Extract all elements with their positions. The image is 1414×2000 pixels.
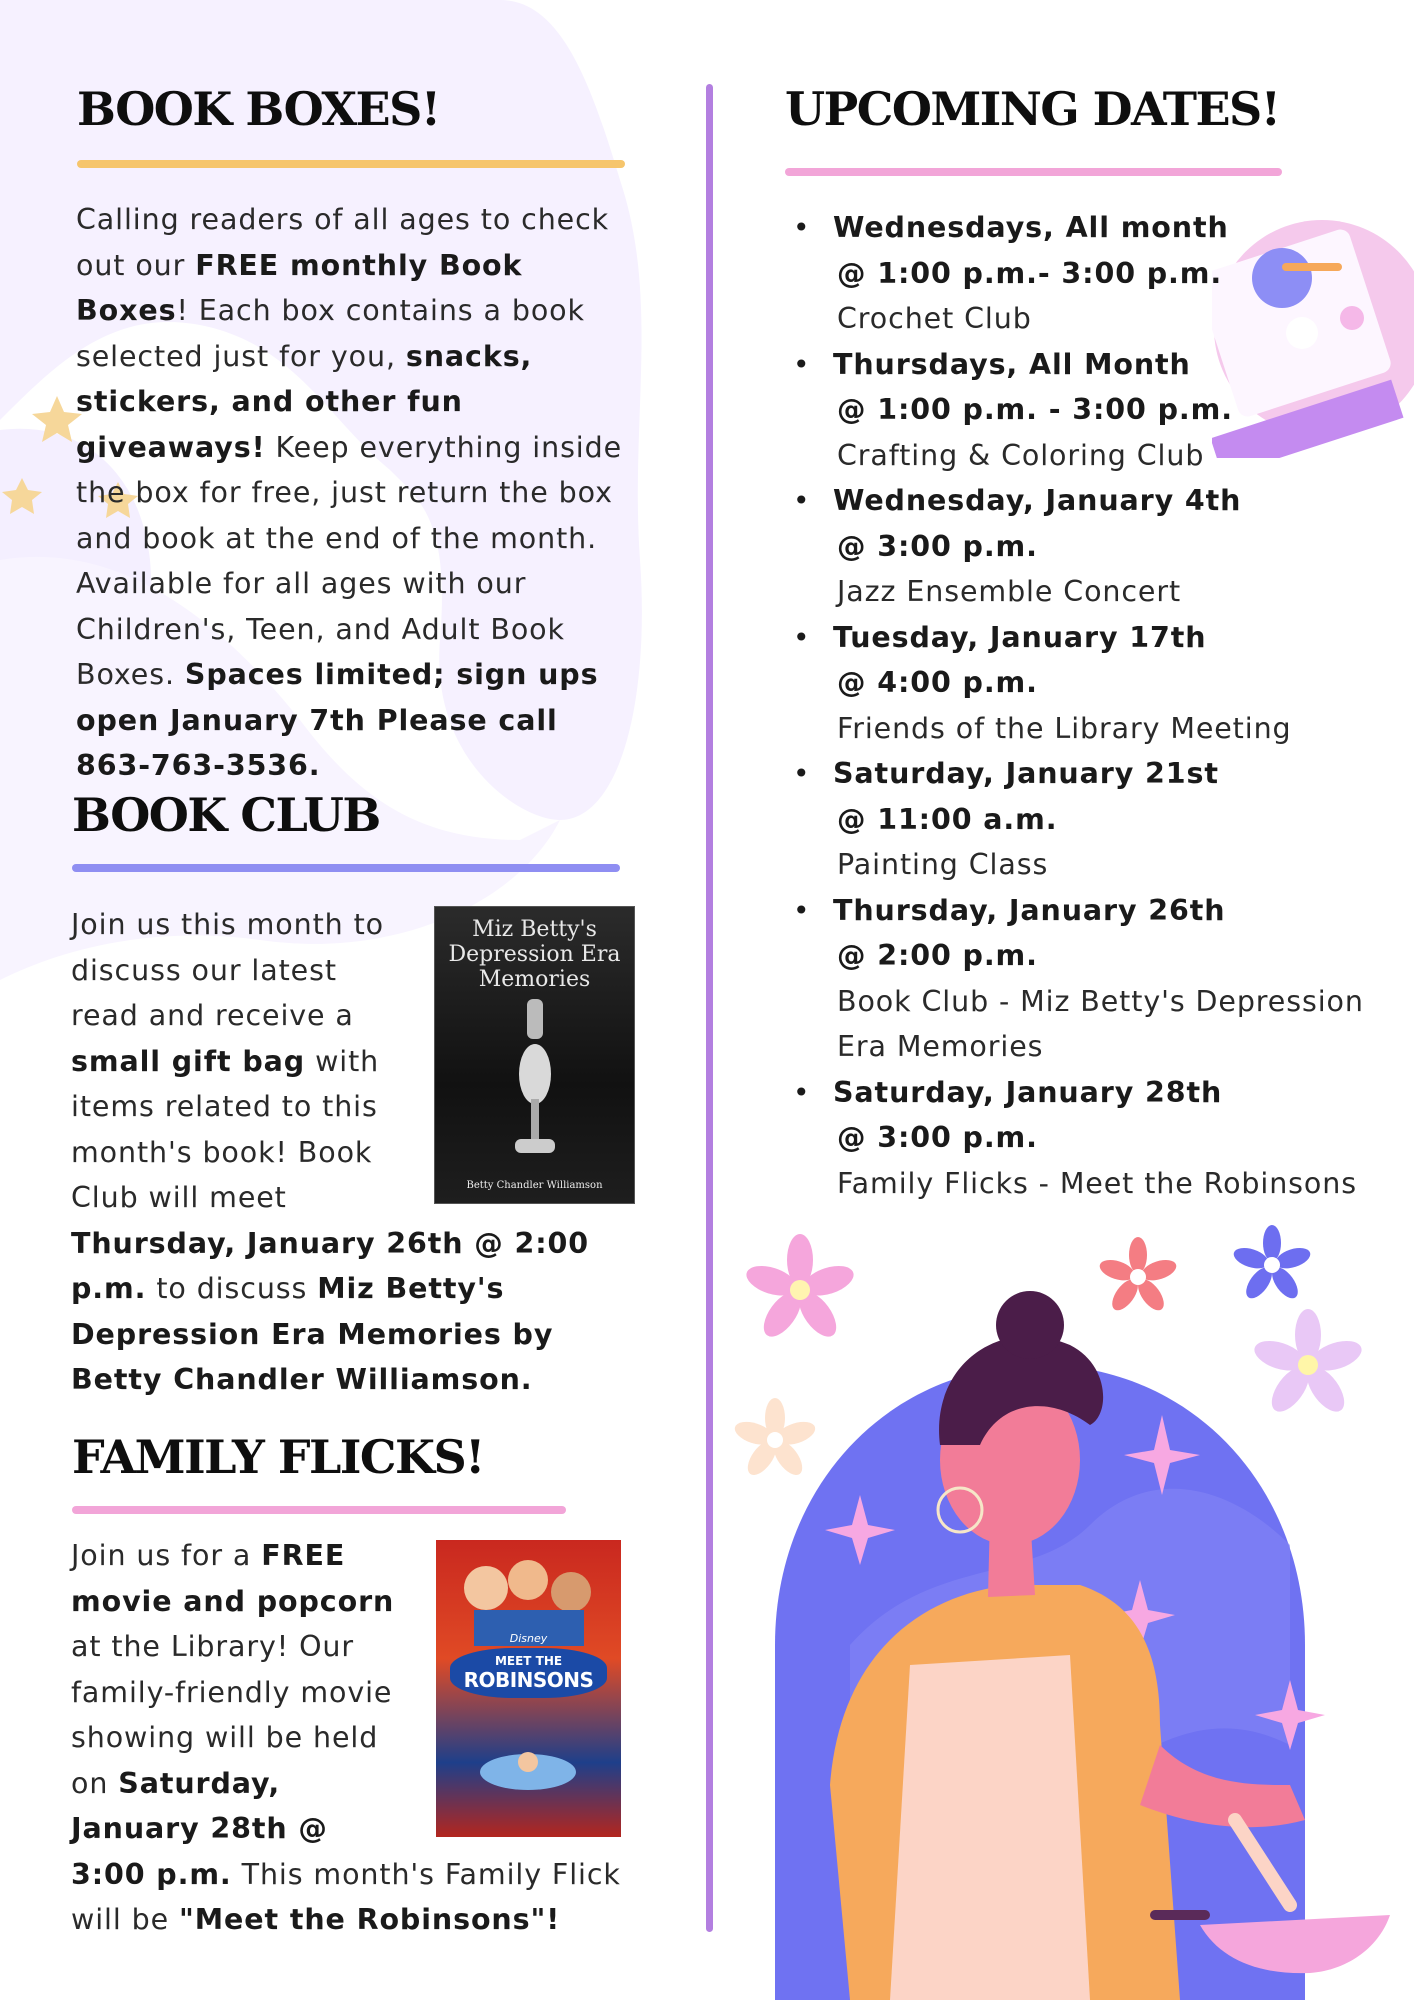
float-spacer xyxy=(411,1533,631,1843)
cover-title-line: Miz Betty's xyxy=(472,917,597,942)
event-title: Crafting & Coloring Club xyxy=(837,438,1205,472)
text-bold: FREE monthly Book Boxes xyxy=(76,248,523,327)
book-boxes-title: BOOK BOXES! xyxy=(77,82,440,136)
poster-brand: Disney xyxy=(509,1632,548,1645)
text-bold: Spaces limited; sign ups open January 7th Please call 863-763-3536. xyxy=(76,658,599,782)
event-item xyxy=(785,478,1365,615)
text-span: at the Library! Our family-friendly movie showing will be held on xyxy=(71,1630,393,1800)
event-time: @ 1:00 p.m. - 3:00 p.m. xyxy=(837,393,1233,426)
event-item xyxy=(785,751,1365,888)
text-span: This month's Family Flick will be xyxy=(71,1857,621,1936)
text-bold: FREE movie and popcorn xyxy=(71,1539,395,1618)
event-time: @ 3:00 p.m. xyxy=(837,529,1038,563)
event-item xyxy=(785,342,1365,479)
event-item xyxy=(785,205,1365,342)
event-date: • Tuesday, January 17th xyxy=(833,620,1207,654)
text-bold: small gift bag xyxy=(71,1044,306,1078)
event-title: Family Flicks - Meet the Robinsons xyxy=(837,1166,1357,1200)
cover-title-line: Memories xyxy=(478,967,591,992)
event-item xyxy=(785,888,1365,1070)
event-time: @ 11:00 a.m. xyxy=(837,802,1058,836)
text-span: Join us this month to discuss our latest read and receive a xyxy=(71,908,384,1032)
event-time: @ 3:00 p.m. xyxy=(837,1121,1038,1154)
text-span: ! Each box contains a book selected just for you, xyxy=(76,294,585,373)
event-date: • Thursday, January 26th xyxy=(833,893,1226,927)
event-title: Crochet Club xyxy=(837,302,1032,335)
book-boxes-rule xyxy=(77,160,625,168)
event-time: @ 4:00 p.m. xyxy=(837,666,1038,699)
text-bold: Miz Betty's Depression Era Memories by Betty Chandler Williamson. xyxy=(71,1272,554,1396)
event-time: @ 2:00 p.m. xyxy=(837,939,1038,972)
event-item xyxy=(785,1070,1365,1207)
book-boxes-text xyxy=(76,197,636,789)
book-club-title: BOOK CLUB xyxy=(72,788,380,842)
family-flicks-rule xyxy=(72,1506,566,1514)
event-title: Painting Class xyxy=(837,848,1049,881)
event-time: @ 1:00 p.m.- 3:00 p.m. xyxy=(837,256,1223,290)
family-flicks-text xyxy=(71,1533,631,1943)
event-date: • Wednesday, January 4th xyxy=(833,484,1242,517)
text-span: with items related to this month's book! Book Club will meet xyxy=(71,1044,380,1214)
cover-title-line: Depression Era xyxy=(448,942,621,967)
event-date: • Saturday, January 21st xyxy=(833,757,1219,790)
poster-line: ROBINSONS xyxy=(463,1668,594,1692)
float-spacer xyxy=(411,902,631,1202)
upcoming-dates-rule xyxy=(785,168,1282,176)
text-span: Keep everything inside the box for free, just return the box and book at the end of the month. Available for all ages with our Children's, Teen, and Adult Book Boxes. xyxy=(76,430,623,691)
event-date: • Wednesdays, All month xyxy=(833,211,1229,244)
event-item xyxy=(785,615,1365,752)
book-cover-author: Betty Chandler Williamson xyxy=(466,1180,603,1191)
event-title: Book Club - Miz Betty's Depression Era Memories xyxy=(837,984,1364,1063)
upcoming-events-list xyxy=(785,205,1365,1206)
book-club-text xyxy=(71,902,631,1403)
book-club-rule xyxy=(72,864,620,872)
event-date: • Saturday, January 28th xyxy=(833,1075,1223,1109)
text-span: Join us for a xyxy=(71,1539,262,1572)
event-title: Friends of the Library Meeting xyxy=(837,711,1292,745)
text-bold: Saturday, January 28th @ 3:00 p.m. xyxy=(71,1766,328,1891)
family-flicks-title: FAMILY FLICKS! xyxy=(72,1430,484,1484)
cooking-woman-illustration xyxy=(730,1225,1414,2000)
event-date: • Thursdays, All Month xyxy=(833,347,1191,381)
poster-line: MEET THE xyxy=(494,1654,563,1668)
event-title: Jazz Ensemble Concert xyxy=(837,575,1182,608)
text-bold: Thursday, January 26th @ 2:00 p.m. xyxy=(71,1226,590,1305)
text-span: Calling readers of all ages to check out our xyxy=(76,203,610,282)
text-bold: "Meet the Robinsons"! xyxy=(179,1903,561,1936)
column-divider xyxy=(706,84,713,1932)
text-bold: snacks, stickers, and other fun giveaways! xyxy=(76,339,533,464)
upcoming-dates-title: UPCOMING DATES! xyxy=(785,82,1280,136)
text-span: to discuss xyxy=(146,1272,318,1305)
